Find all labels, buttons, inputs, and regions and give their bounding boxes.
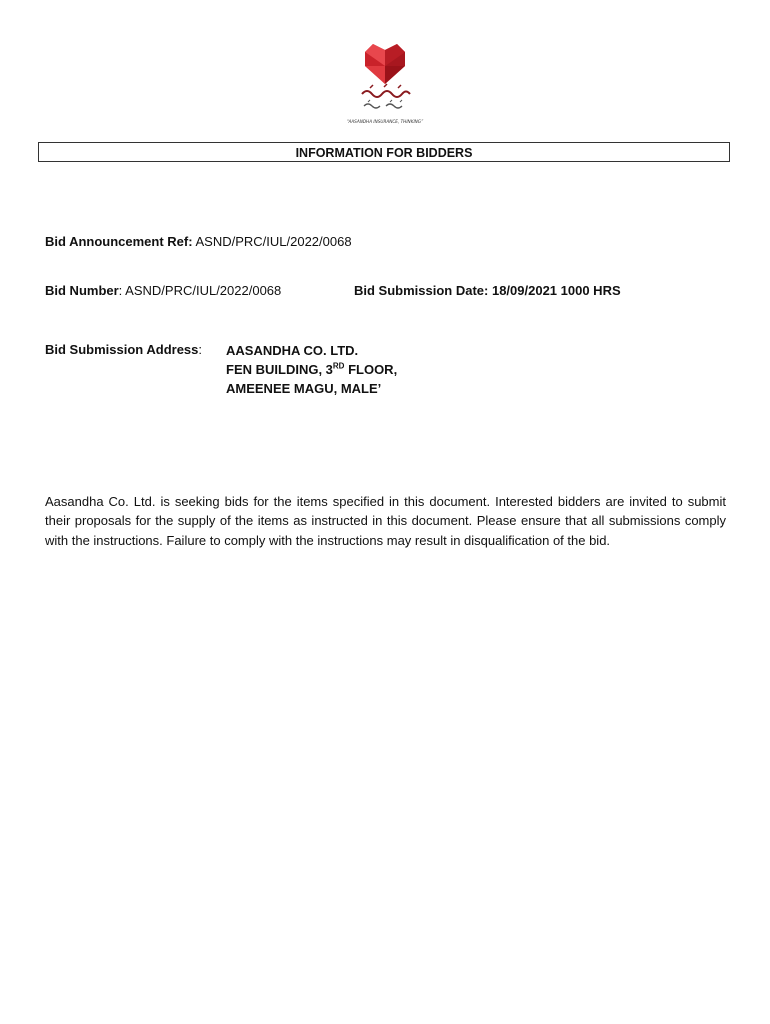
page-title: INFORMATION FOR BIDDERS xyxy=(38,142,730,162)
company-logo xyxy=(340,40,430,128)
intro-paragraph: Aasandha Co. Ltd. is seeking bids for the items specified in this document. Interested bidders are invited to submit their proposals for the supply of the items as instructed in this document. Please ensure that all submissions comply with the instructions. Failure to comply with the instructions may result in disqualification of the bid. xyxy=(45,494,726,548)
address-line-1: AASANDHA CO. LTD. xyxy=(226,343,359,358)
submission-address-label-row xyxy=(45,341,202,359)
announcement-ref-value: ASND/PRC/IUL/2022/0068 xyxy=(192,234,352,249)
address-line-3: AMEENEE MAGU, MALE’ xyxy=(226,381,382,396)
submission-address-label: Bid Submission Address xyxy=(45,342,199,357)
logo-tagline: “AASANDHA INSURANCE, THINKING” xyxy=(346,119,424,124)
submission-address xyxy=(226,341,397,398)
submission-date-value: 18/09/2021 1000 HRS xyxy=(488,283,621,298)
announcement-ref-label: Bid Announcement Ref: xyxy=(45,234,193,249)
submission-date-label: Bid Submission Date: xyxy=(354,283,489,298)
bid-number-row xyxy=(45,282,281,300)
bid-number-value: : ASND/PRC/IUL/2022/0068 xyxy=(118,283,282,298)
submission-date-row xyxy=(354,282,621,300)
heart-logo-icon xyxy=(340,40,430,128)
bid-number-label: Bid Number xyxy=(45,283,119,298)
submission-address-colon: : xyxy=(198,342,203,357)
announcement-ref-row xyxy=(45,233,352,251)
address-line-2: FEN BUILDING, 3RD FLOOR, xyxy=(226,361,398,377)
